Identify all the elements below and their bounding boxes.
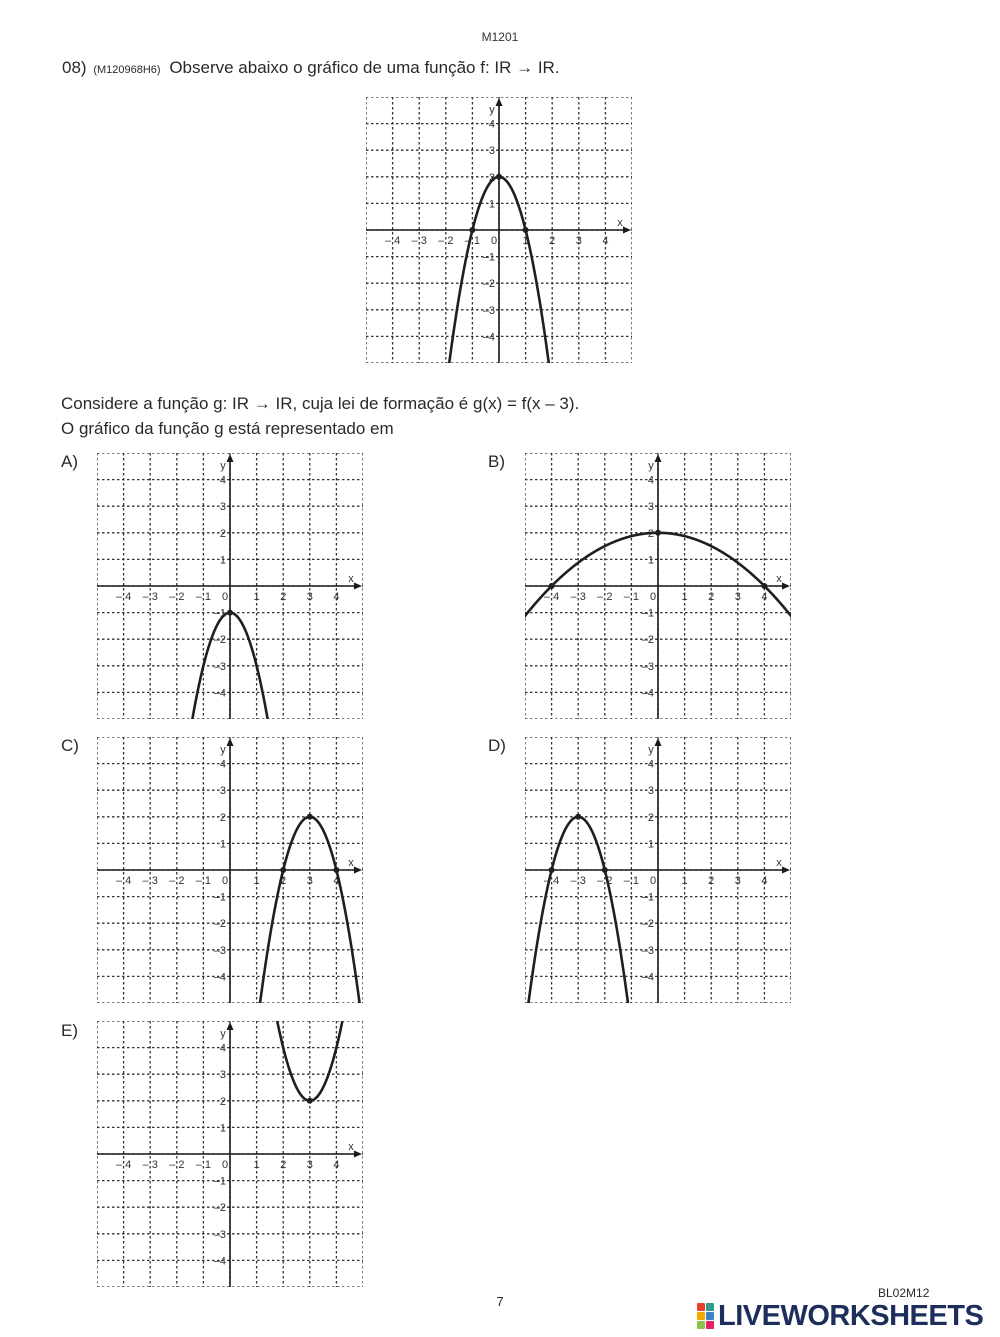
question-item-code: (M120968H6): [93, 64, 161, 76]
x-axis-label: x: [776, 857, 782, 869]
y-tick-label: –4: [213, 1255, 226, 1268]
x-tick-label: 1: [253, 1159, 260, 1171]
y-axis-label: y: [220, 1028, 226, 1040]
y-tick-label: 1: [219, 1122, 226, 1135]
y-tick-label: 2: [219, 811, 226, 824]
y-tick-label: –1: [482, 251, 495, 264]
x-tick-label: 1: [681, 875, 688, 887]
x-tick-label: – 1: [195, 1159, 212, 1171]
option-c-graph[interactable]: [97, 737, 363, 1008]
x-axis-label: x: [348, 573, 354, 585]
page-number: 7: [496, 1294, 504, 1309]
x-tick-label: – 3: [142, 1159, 158, 1171]
x-tick-label: 3: [734, 591, 741, 603]
origin-label: 0: [649, 591, 657, 603]
y-tick-label: –2: [213, 1202, 226, 1215]
y-tick-label: 2: [219, 527, 226, 540]
y-tick-label: –4: [641, 687, 654, 700]
y-tick-label: 1: [219, 554, 226, 567]
x-tick-label: – 3: [411, 235, 427, 247]
option-c-svg: [97, 737, 363, 1003]
logo-block: [697, 1321, 705, 1329]
option-e-svg: [97, 1021, 363, 1287]
x-tick-label: – 3: [142, 591, 158, 603]
x-tick-label: 4: [333, 1159, 340, 1171]
x-tick-label: – 2: [438, 235, 454, 247]
y-tick-label: 2: [647, 527, 654, 540]
logo-block: [706, 1303, 714, 1311]
curve-point: [575, 814, 581, 820]
x-axis-arrow-icon: [782, 583, 790, 590]
y-tick-label: 4: [647, 474, 654, 487]
y-tick-label: –4: [641, 971, 654, 984]
x-tick-label: – 4: [115, 1159, 132, 1171]
origin-label: 0: [221, 591, 229, 603]
x-axis-arrow-icon: [623, 227, 631, 234]
logo-block: [706, 1321, 714, 1329]
question-text: Observe abaixo o gráfico de uma função f: IR → IR.: [169, 58, 560, 77]
x-axis-arrow-icon: [354, 1151, 362, 1158]
x-tick-label: 2: [708, 591, 715, 603]
logo-blocks-icon: [697, 1303, 714, 1329]
curve-point: [307, 814, 313, 820]
x-tick-label: – 2: [169, 1159, 185, 1171]
option-a-label[interactable]: A): [61, 452, 78, 471]
x-tick-label: 3: [306, 875, 313, 887]
x-axis-arrow-icon: [354, 867, 362, 874]
y-tick-label: 4: [488, 118, 495, 131]
curve-point: [523, 227, 529, 233]
option-a-svg: [97, 453, 363, 719]
x-tick-label: 2: [708, 875, 715, 887]
y-axis-label: y: [648, 460, 654, 472]
y-tick-label: 3: [219, 501, 226, 514]
y-tick-label: –1: [213, 1175, 226, 1188]
curve-point: [549, 867, 555, 873]
curve-point: [280, 867, 286, 873]
option-b-graph[interactable]: [525, 453, 791, 724]
origin-label: 0: [649, 875, 657, 887]
y-axis-arrow-icon: [655, 454, 662, 462]
question-line: [62, 58, 560, 78]
option-d-graph[interactable]: [525, 737, 791, 1008]
curve-point: [496, 174, 502, 180]
x-tick-label: 4: [333, 875, 340, 887]
x-tick-label: – 4: [384, 235, 401, 247]
book-code: BL02M12: [878, 1286, 930, 1300]
y-tick-label: –3: [213, 660, 226, 673]
x-tick-label: 4: [602, 235, 609, 247]
parabola-curve: [259, 817, 360, 1003]
y-tick-label: –3: [641, 660, 654, 673]
curve-point: [307, 1098, 313, 1104]
curve-point: [549, 583, 555, 589]
liveworksheets-logo[interactable]: [697, 1299, 983, 1333]
y-tick-label: 4: [219, 758, 226, 771]
statement-line-2: O gráfico da função g está representado em: [61, 419, 394, 438]
x-tick-label: – 4: [115, 591, 132, 603]
y-axis-arrow-icon: [496, 98, 503, 106]
y-tick-label: 3: [219, 785, 226, 798]
x-tick-label: 4: [761, 875, 768, 887]
y-axis-arrow-icon: [227, 738, 234, 746]
x-tick-label: 4: [333, 591, 340, 603]
y-axis-label: y: [220, 460, 226, 472]
y-tick-label: –3: [641, 944, 654, 957]
x-tick-label: 3: [734, 875, 741, 887]
x-axis-arrow-icon: [354, 583, 362, 590]
x-tick-label: – 4: [543, 875, 560, 887]
curve-point: [333, 867, 339, 873]
y-tick-label: –2: [482, 278, 495, 291]
curve-point: [655, 530, 661, 536]
y-tick-label: –3: [213, 1228, 226, 1241]
x-tick-label: – 1: [623, 875, 640, 887]
x-tick-label: 2: [549, 235, 556, 247]
y-axis-arrow-icon: [227, 1022, 234, 1030]
option-b-svg: [525, 453, 791, 719]
option-c-label[interactable]: C): [61, 736, 79, 755]
y-axis-label: y: [220, 744, 226, 756]
curve-point: [469, 227, 475, 233]
x-tick-label: 2: [280, 1159, 287, 1171]
option-b-label[interactable]: B): [488, 452, 505, 471]
parabola-curve: [528, 817, 629, 1003]
curve-point: [761, 583, 767, 589]
x-tick-label: 3: [306, 1159, 313, 1171]
y-axis-arrow-icon: [655, 738, 662, 746]
y-tick-label: 4: [219, 1042, 226, 1055]
x-tick-label: – 1: [195, 875, 212, 887]
y-tick-label: –4: [213, 971, 226, 984]
x-tick-label: 2: [280, 875, 287, 887]
x-tick-label: – 1: [464, 235, 481, 247]
x-axis-label: x: [348, 857, 354, 869]
x-tick-label: 1: [253, 591, 260, 603]
y-tick-label: –3: [213, 944, 226, 957]
y-tick-label: –3: [482, 304, 495, 317]
logo-block: [697, 1303, 705, 1311]
y-tick-label: 3: [219, 1069, 226, 1082]
y-tick-label: 1: [219, 838, 226, 851]
x-axis-label: x: [776, 573, 782, 585]
origin-label: 0: [490, 235, 498, 247]
x-tick-label: – 3: [570, 875, 586, 887]
x-axis-label: x: [348, 1141, 354, 1153]
x-tick-label: – 2: [597, 875, 613, 887]
y-tick-label: –1: [213, 607, 226, 620]
y-tick-label: –4: [482, 331, 495, 344]
y-tick-label: 2: [647, 811, 654, 824]
x-tick-label: – 2: [169, 875, 185, 887]
header-code: M1201: [481, 30, 519, 44]
x-tick-label: 1: [253, 875, 260, 887]
x-tick-label: – 3: [142, 875, 158, 887]
y-tick-label: –2: [213, 634, 226, 647]
x-tick-label: 3: [575, 235, 582, 247]
x-axis-arrow-icon: [782, 867, 790, 874]
y-tick-label: 1: [488, 198, 495, 211]
y-tick-label: 4: [219, 474, 226, 487]
x-tick-label: – 3: [570, 591, 586, 603]
x-tick-label: 3: [306, 591, 313, 603]
logo-block: [697, 1312, 705, 1320]
y-tick-label: –2: [641, 918, 654, 931]
origin-label: 0: [221, 875, 229, 887]
x-tick-label: – 1: [623, 591, 640, 603]
y-tick-label: –4: [213, 687, 226, 700]
statement-line-1: Considere a função g: IR → IR, cuja lei de formação é g(x) = f(x – 3).: [61, 394, 580, 413]
option-e-label[interactable]: E): [61, 1021, 78, 1040]
option-d-label[interactable]: D): [488, 736, 506, 755]
y-axis-label: y: [648, 744, 654, 756]
y-tick-label: –2: [213, 918, 226, 931]
x-tick-label: 1: [681, 591, 688, 603]
main-graph-svg: [366, 97, 632, 363]
x-axis-label: x: [617, 217, 623, 229]
y-tick-label: –2: [641, 634, 654, 647]
y-axis-arrow-icon: [227, 454, 234, 462]
y-tick-label: 3: [647, 785, 654, 798]
y-tick-label: –1: [641, 891, 654, 904]
x-tick-label: – 1: [195, 591, 212, 603]
x-tick-label: – 4: [543, 591, 560, 603]
option-d-svg: [525, 737, 791, 1003]
y-tick-label: 1: [647, 838, 654, 851]
question-number: 08): [62, 58, 87, 77]
y-tick-label: 1: [647, 554, 654, 567]
x-tick-label: – 4: [115, 875, 132, 887]
logo-block: [706, 1312, 714, 1320]
y-axis-label: y: [489, 104, 495, 116]
x-tick-label: 2: [280, 591, 287, 603]
y-tick-label: 2: [488, 171, 495, 184]
brand-name: LIVEWORKSHEETS: [718, 1299, 984, 1332]
curve-point: [602, 867, 608, 873]
option-e-graph[interactable]: [97, 1021, 363, 1292]
x-tick-label: – 2: [169, 591, 185, 603]
x-tick-label: – 2: [597, 591, 613, 603]
x-tick-label: 4: [761, 591, 768, 603]
y-tick-label: 4: [647, 758, 654, 771]
y-tick-label: 3: [647, 501, 654, 514]
y-tick-label: –1: [213, 891, 226, 904]
main-graph: [366, 97, 632, 368]
origin-label: 0: [221, 1159, 229, 1171]
curve-point: [227, 610, 233, 616]
y-tick-label: 3: [488, 145, 495, 158]
option-a-graph[interactable]: [97, 453, 363, 724]
x-tick-label: 1: [522, 235, 529, 247]
y-tick-label: 2: [219, 1095, 226, 1108]
y-tick-label: –1: [641, 607, 654, 620]
